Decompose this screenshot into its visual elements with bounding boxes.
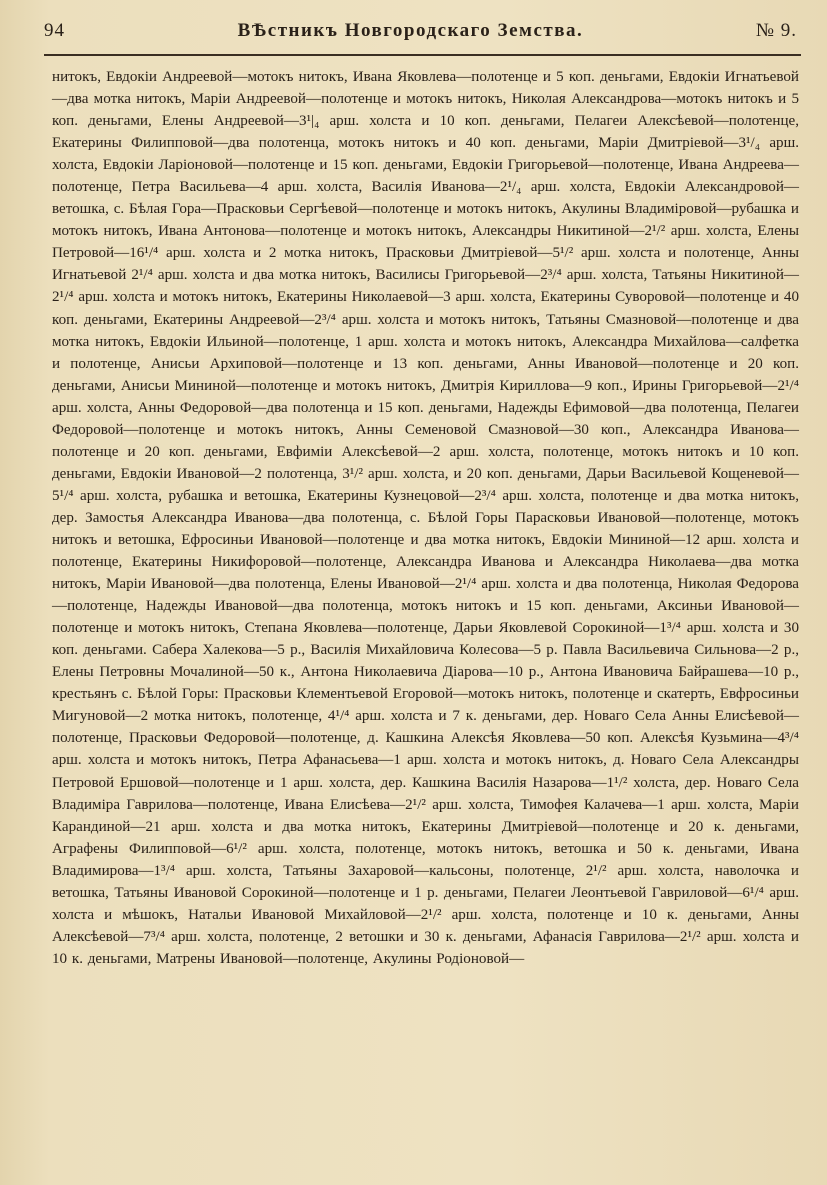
body-text-column [52, 66, 799, 970]
page-header [44, 20, 801, 48]
issue-number: № 9. [755, 20, 797, 41]
page-number: 94 [44, 20, 65, 41]
journal-title: ВѢстникъ Новгородскаго Земства. [237, 20, 584, 41]
body-paragraph: нитокъ, Евдокіи Андреевой—мотокъ нитокъ, Ивана Яковлева—полотенце и 5 коп. деньгами, Евдокіи Игнатьевой—два мотка нитокъ, Маріи Андреевой—полотенце и мотокъ нитокъ, Николая Александрова—мотокъ нитокъ и 5 коп. деньгами, Елены Андреевой—3¹|₄ арш. холста и 10 коп. деньгами, Пелагеи Алексѣевой—полотенце, Екатерины Филипповой—два полотенца, мотокъ нитокъ и 40 коп. деньгами, Маріи Дмитріевой—3¹/₄ арш. холста, Евдокіи Ларіоновой—полотенце и 15 коп. деньгами, Евдокіи Григорьевой—полотенце, Ивана Андреева—полотенце, Петра Васильева—4 арш. холста, Василія Иванова—2¹/₄ арш. холста, Евдокіи Александровой—ветошка, с. Бѣлая Гора—Прасковьи Сергѣевой—полотенце и мотокъ нитокъ, Акулины Владиміровой—рубашка и мотокъ нитокъ, Ивана Антонова—полотенце и мотокъ нитокъ, Александры Никитиной—2¹/² арш. холста, Елены Петровой—16¹/⁴ арш. холста и 2 мотка нитокъ, Прасковьи Дмитріевой—5¹/² арш. холста и полотенце, Анны Игнатьевой 2¹/⁴ арш. холста и два мотка нитокъ, Василисы Григорьевой—2³/⁴ арш. холста, Татьяны Никитиной—2¹/⁴ арш. холста и мотокъ нитокъ, Екатерины Николаевой—3 арш. холста, Екатерины Суворовой—полотенце и 40 коп. деньгами, Екатерины Андреевой—2³/⁴ арш. холста и мотокъ нитокъ, Татьяны Смазновой—полотенце и два мотка нитокъ, Евдокіи Ильиной—полотенце, 1 арш. холста и мотокъ нитокъ, Александра Михайлова—салфетка и полотенце, Анисьи Архиповой—полотенце и 13 коп. деньгами, Анны Ивановой—полотенце и 20 коп. деньгами, Анисьи Мининой—полотенце и мотокъ нитокъ, Дмитрія Кириллова—9 коп., Ирины Григорьевой—2¹/⁴ арш. холста, Анны Федоровой—два полотенца и 15 коп. деньгами, Надежды Ефимовой—два полотенца, Пелагеи Федоровой—полотенце и мотокъ нитокъ, Анны Семеновой Смазновой—30 коп., Александра Иванова—полотенце и 20 коп. деньгами, Евфиміи Алексѣевой—2 арш. холста, полотенце, мотокъ нитокъ и 10 коп. деньгами, Евдокіи Ивановой—2 полотенца, 3¹/² арш. холста, и 20 коп. деньгами, Дарьи Васильевой Кощеневой—5¹/⁴ арш. холста, рубашка и ветошка, Екатерины Кузнецовой—2³/⁴ арш. холста, полотенце и два мотка нитокъ, дер. Замостья Александра Иванова—два полотенца, с. Бѣлой Горы Парасковьи Ивановой—полотенце, мотокъ нитокъ и ветошка, Ефросиньи Ивановой—полотенце и два мотка нитокъ, Евдокіи Мининой—12 арш. холста и полотенце, Екатерины Никифоровой—полотенце, Александра Иванова и Александра Николаева—два мотка нитокъ, Маріи Ивановой—два полотенца, Елены Ивановой—2¹/⁴ арш. холста и два полотенца, Николая Федорова—полотенце, Надежды Ивановой—два полотенца, мотокъ нитокъ и 15 коп. деньгами, Аксиньи Ивановой—полотенце и мотокъ нитокъ, Степана Яковлева—полотенце, Дарьи Яковлевой Сорокиной—1³/⁴ арш. холста и 30 коп. деньгами. Сабера Халекова—5 р., Василія Михайловича Колесова—5 р. Павла Васильевича Сильнова—2 р., Елены Петровны Мочалиной—50 к., Антона Николаевича Діарова—10 р., Антона Ивановича Байрашева—10 р., крестьянъ с. Бѣлой Горы: Прасковьи Клементьевой Егоровой—мотокъ нитокъ, полотенце и скатерть, Евфросиньи Мигуновой—2 мотка нитокъ, полотенце, 4¹/⁴ арш. холста и 7 к. деньгами, дер. Новаго Села Анны Елисѣевой—полотенце, Прасковьи Федоровой—полотенце, д. Кашкина Алексѣя Яковлева—50 коп. Алексѣя Кузьмина—4³/⁴ арш. холста и мотокъ нитокъ, Петра Афанасьева—1 арш. холста и мотокъ нитокъ, д. Новаго Села Александры Петровой Ершовой—полотенце и 1 арш. холста, дер. Кашкина Василія Назарова—1¹/² холста, дер. Новаго Села Владиміра Гаврилова—полотенце, Ивана Елисѣева—2¹/² арш. холста, Тимофея Калачева—1 арш. холста, Маріи Карандиной—21 арш. холста и два мотка нитокъ, Екатерины Дмитріевой—полотенце и 20 к. деньгами, Аграфены Филипповой—6¹/² арш. холста, полотенце, мотокъ нитокъ, ветошка и 50 к. деньгами, Ивана Владимирова—1³/⁴ арш. холста, Татьяны Захаровой—кальсоны, полотенце, 2¹/² арш. холста, наволочка и ветошка, Татьяны Ивановой Сорокиной—полотенце и 1 р. деньгами, Пелагеи Леонтьевой Гавриловой—6¹/⁴ арш. холста и мѣшокъ, Натальи Ивановой Михайловой—2¹/² арш. холста, полотенце и 10 к. деньгами, Анны Алексѣевой—7³/⁴ арш. холста, полотенце, 2 ветошки и 30 к. деньгами, Афанасія Гаврилова—2¹/² арш. холста и 10 к. деньгами, Матрены Ивановой—полотенце, Акулины Родіоновой— [52, 69, 799, 967]
header-rule [44, 54, 801, 56]
